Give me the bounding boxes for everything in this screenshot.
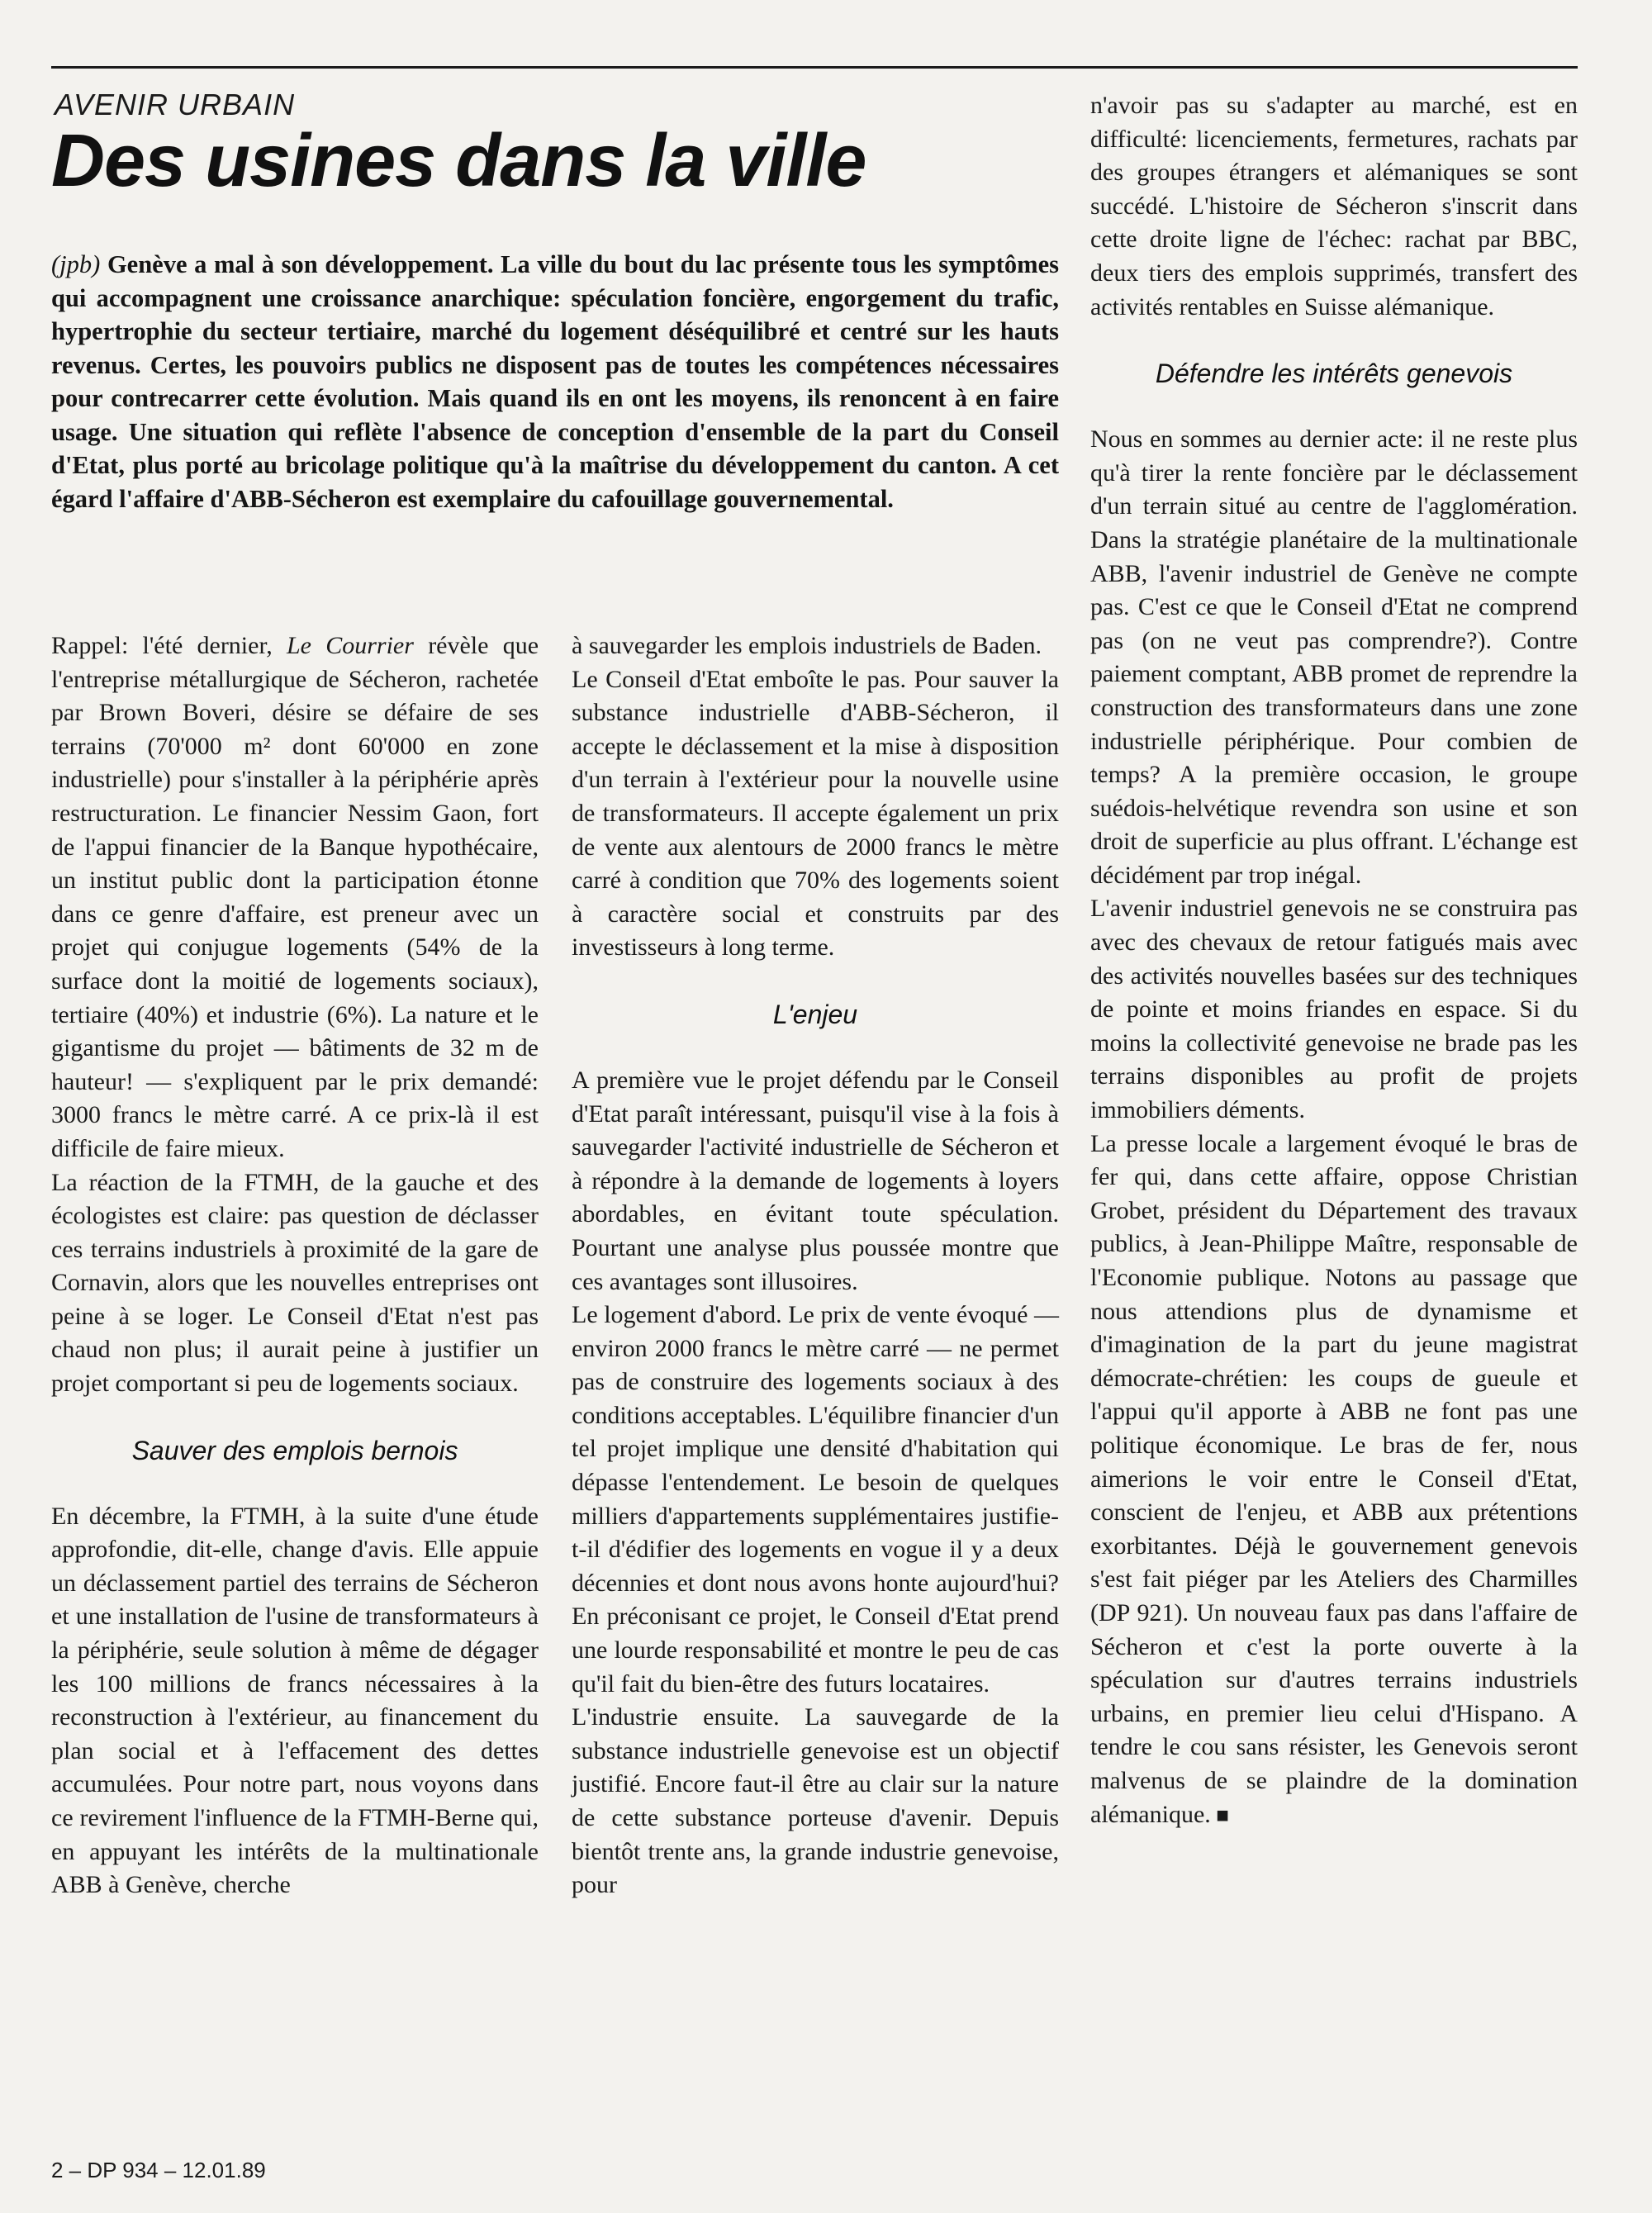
paragraph: n'avoir pas su s'adapter au marché, est en difficulté: licenciements, fermetures, rachats par des groupes étrangers et alémaniques se sont succédé. L'histoire de Sécheron s'inscrit dans cette droite ligne de l'échec: rachat par BBC, deux tiers des emplois supprimés, transfert des activités rentables en Suisse alémanique. — [1090, 92, 1578, 321]
column-2 — [572, 629, 1059, 1902]
paragraph: L'avenir industriel genevois ne se construira pas avec des chevaux de retour fatigués mais avec des activités nouvelles basées sur des techniques de pointe et moins friandes en espace. Si du moins la collectivité genevoise ne brade pas les terrains disponibles au profit de projets immobiliers déments. — [1090, 895, 1578, 1124]
paragraph — [51, 629, 539, 1166]
subheading: L'enjeu — [772, 999, 858, 1029]
paragraph: Nous en sommes au dernier acte: il ne reste plus qu'à tirer la rente foncière par le déclassement d'un terrain situé au centre de l'agglomération. Dans la stratégie planétaire de la multinationale ABB, l'avenir industriel de Genève ne compte pas. C'est ce que le Conseil d'Etat ne comprend pas (on ne veut pas comprendre?). Contre paiement comptant, ABB promet de reprendre la construction des transformateurs dans une zone industrielle périphérique. Pour combien de temps? A la première occasion, le groupe suédois-helvétique revendra son usine et son droit de superficie au plus offrant. L'échange est décidément par trop inégal. — [1090, 425, 1578, 889]
paragraph: La réaction de la FTMH, de la gauche et des écologistes est claire: pas question de déclasser ces terrains industriels à proximité de la gare de Cornavin, alors que les nouvelles entreprises ont peine à se loger. Le Conseil d'Etat n'est pas chaud non plus; il aurait peine à justifier un projet comportant si peu de logements sociaux. — [51, 1168, 539, 1398]
lead-text: Genève a mal à son développement. La ville du bout du lac présente tous les symptômes qui accompagnent une croissance anarchique: spéculation foncière, engorgement du trafic, hypertrophie du secteur tertiaire, marché du logement déséquilibré et centré sur les hauts revenus. Certes, les pouvoirs publics ne disposent pas de toutes les compétences nécessaires pour contrecarrer cette évolution. Mais quand ils en ont les moyens, ils renoncent à en faire usage. Une situation qui reflète l'absence de conception d'ensemble de la part du Conseil d'Etat, plus porté au bricolage politique qu'à la maîtrise du développement du canton. A cet égard l'affaire d'ABB-Sécheron est exemplaire du cafouillage gouvernemental. — [51, 250, 1059, 513]
page-footer: 2 – DP 934 – 12.01.89 — [51, 2158, 266, 2182]
newspaper-title: Le Courrier — [287, 632, 414, 659]
article-lead — [51, 248, 1059, 515]
paragraph: La presse locale a largement évoqué le bras de fer qui, dans cette affaire, oppose Christian Grobet, président du Département des travaux publics, à Jean-Philippe Maître, responsable de l'Economie publique. Notons au passage que nous attendions plus de dynamisme et d'imagination de la part du jeune magistrat démocrate-chrétien: les coups de gueule et l'appui qu'il apporte à ABB ne font pas une politique économique. Le bras de fer, nous aimerions le voir entre le Conseil d'Etat, conscient de l'enjeu, et ABB aux prétentions exorbitantes. Déjà le gouvernement genevois s'est fait piéger par les Ateliers des Charmilles (DP 921). Un nouveau faux pas dans l'affaire de Sécheron et c'est la porte ouverte à la spéculation sur d'autres terrains industriels urbains, en premier lieu celui d'Hispano. A tendre le cou sans résister, les Genevois seront malvenus de se plaindre de la domination alémanique. ■ — [1090, 1128, 1578, 1832]
subheading: Sauver des emplois bernois — [131, 1435, 458, 1465]
paragraph: En décembre, la FTMH, à la suite d'une étude approfondie, dit-elle, change d'avis. Elle appuie un déclassement partiel des terrains de Sécheron et une installation de l'usine de transformateurs à la périphérie, seule solution à même de dégager les 100 millions de francs nécessaires à la reconstruction à l'extérieur, au financement du plan social et à l'effacement des dettes accumulées. Pour notre part, nous voyons dans ce revirement l'influence de la FTMH-Berne qui, en appuyant les intérêts de la multinationale ABB à Genève, cherche — [51, 1502, 539, 1899]
paragraph: A première vue le projet défendu par le Conseil d'Etat paraît intéressant, puisqu'il vise à la fois à sauvegarder l'activité industrielle de Sécheron et à répondre à la demande de logements à loyers abordables, en évitant toute spéculation. Pourtant une analyse plus poussée montre que ces avantages sont illusoires. — [572, 1066, 1059, 1295]
paragraph: à sauvegarder les emplois industriels de Baden. — [572, 632, 1042, 659]
paragraph: Le Conseil d'Etat emboîte le pas. Pour sauver la substance industrielle d'ABB-Sécheron, il accepte le déclassement et la mise à disposition d'un terrain à l'extérieur pour la nouvelle usine de transformateurs. Il accepte également un prix de vente aux alentours de 2000 francs le mètre carré à condition que 70% des logements soient à caractère social et construits par des investisseurs à long terme. — [572, 665, 1059, 962]
author-initials: (jpb) — [51, 250, 101, 278]
article-headline: Des usines dans la ville — [51, 120, 866, 202]
paragraph-text: Rappel: l'été dernier, — [51, 632, 273, 659]
paragraph: Le logement d'abord. Le prix de vente évoqué — environ 2000 francs le mètre carré — ne permet pas de construire des logements sociaux à des conditions acceptables. L'équilibre financier d'un tel projet implique une densité d'habitation qui dépasse l'entendement. Le besoin de quelques milliers d'appartements supplémentaires justifie-t-il d'édifier des logements en vogue il y a deux décennies et dont nous avons honte aujourd'hui? En préconisant ce projet, le Conseil d'Etat prend une lourde responsabilité et montre le peu de cas qu'il fait du bien-être des futurs locataires. — [572, 1301, 1059, 1698]
paragraph: L'industrie ensuite. La sauvegarde de la substance industrielle genevoise est un objectif justifié. Encore faut-il être au clair sur la nature de cette substance porteuse d'avenir. Depuis bientôt trente ans, la grande industrie genevoise, pour — [572, 1703, 1059, 1899]
paragraph-text: révèle que l'entreprise métallurgique de Sécheron, rachetée par Brown Boveri, désire se défaire de ses terrains (70'000 m² dont 60'000 en zone industrielle) pour s'installer à la périphérie après restructuration. Le financier Nessim Gaon, fort de l'appui financier de la Banque hypothécaire, un institut public dont la participation étonne dans ce genre d'affaire, est preneur avec un projet qui conjugue logements (54% de la surface dont la moitié de logements sociaux), tertiaire (40%) et industrie (6%). La nature et le gigantisme du projet — bâtiments de 32 m de hauteur! — s'expliquent par le prix demandé: 3000 francs le mètre carré. A ce prix-là il est difficile de faire mieux. — [51, 632, 539, 1162]
section-kicker: AVENIR URBAIN — [55, 88, 296, 121]
column-1 — [51, 629, 539, 1902]
top-rule — [51, 66, 1578, 69]
column-3 — [1090, 89, 1578, 1832]
subheading: Défendre les intérêts genevois — [1155, 359, 1513, 389]
